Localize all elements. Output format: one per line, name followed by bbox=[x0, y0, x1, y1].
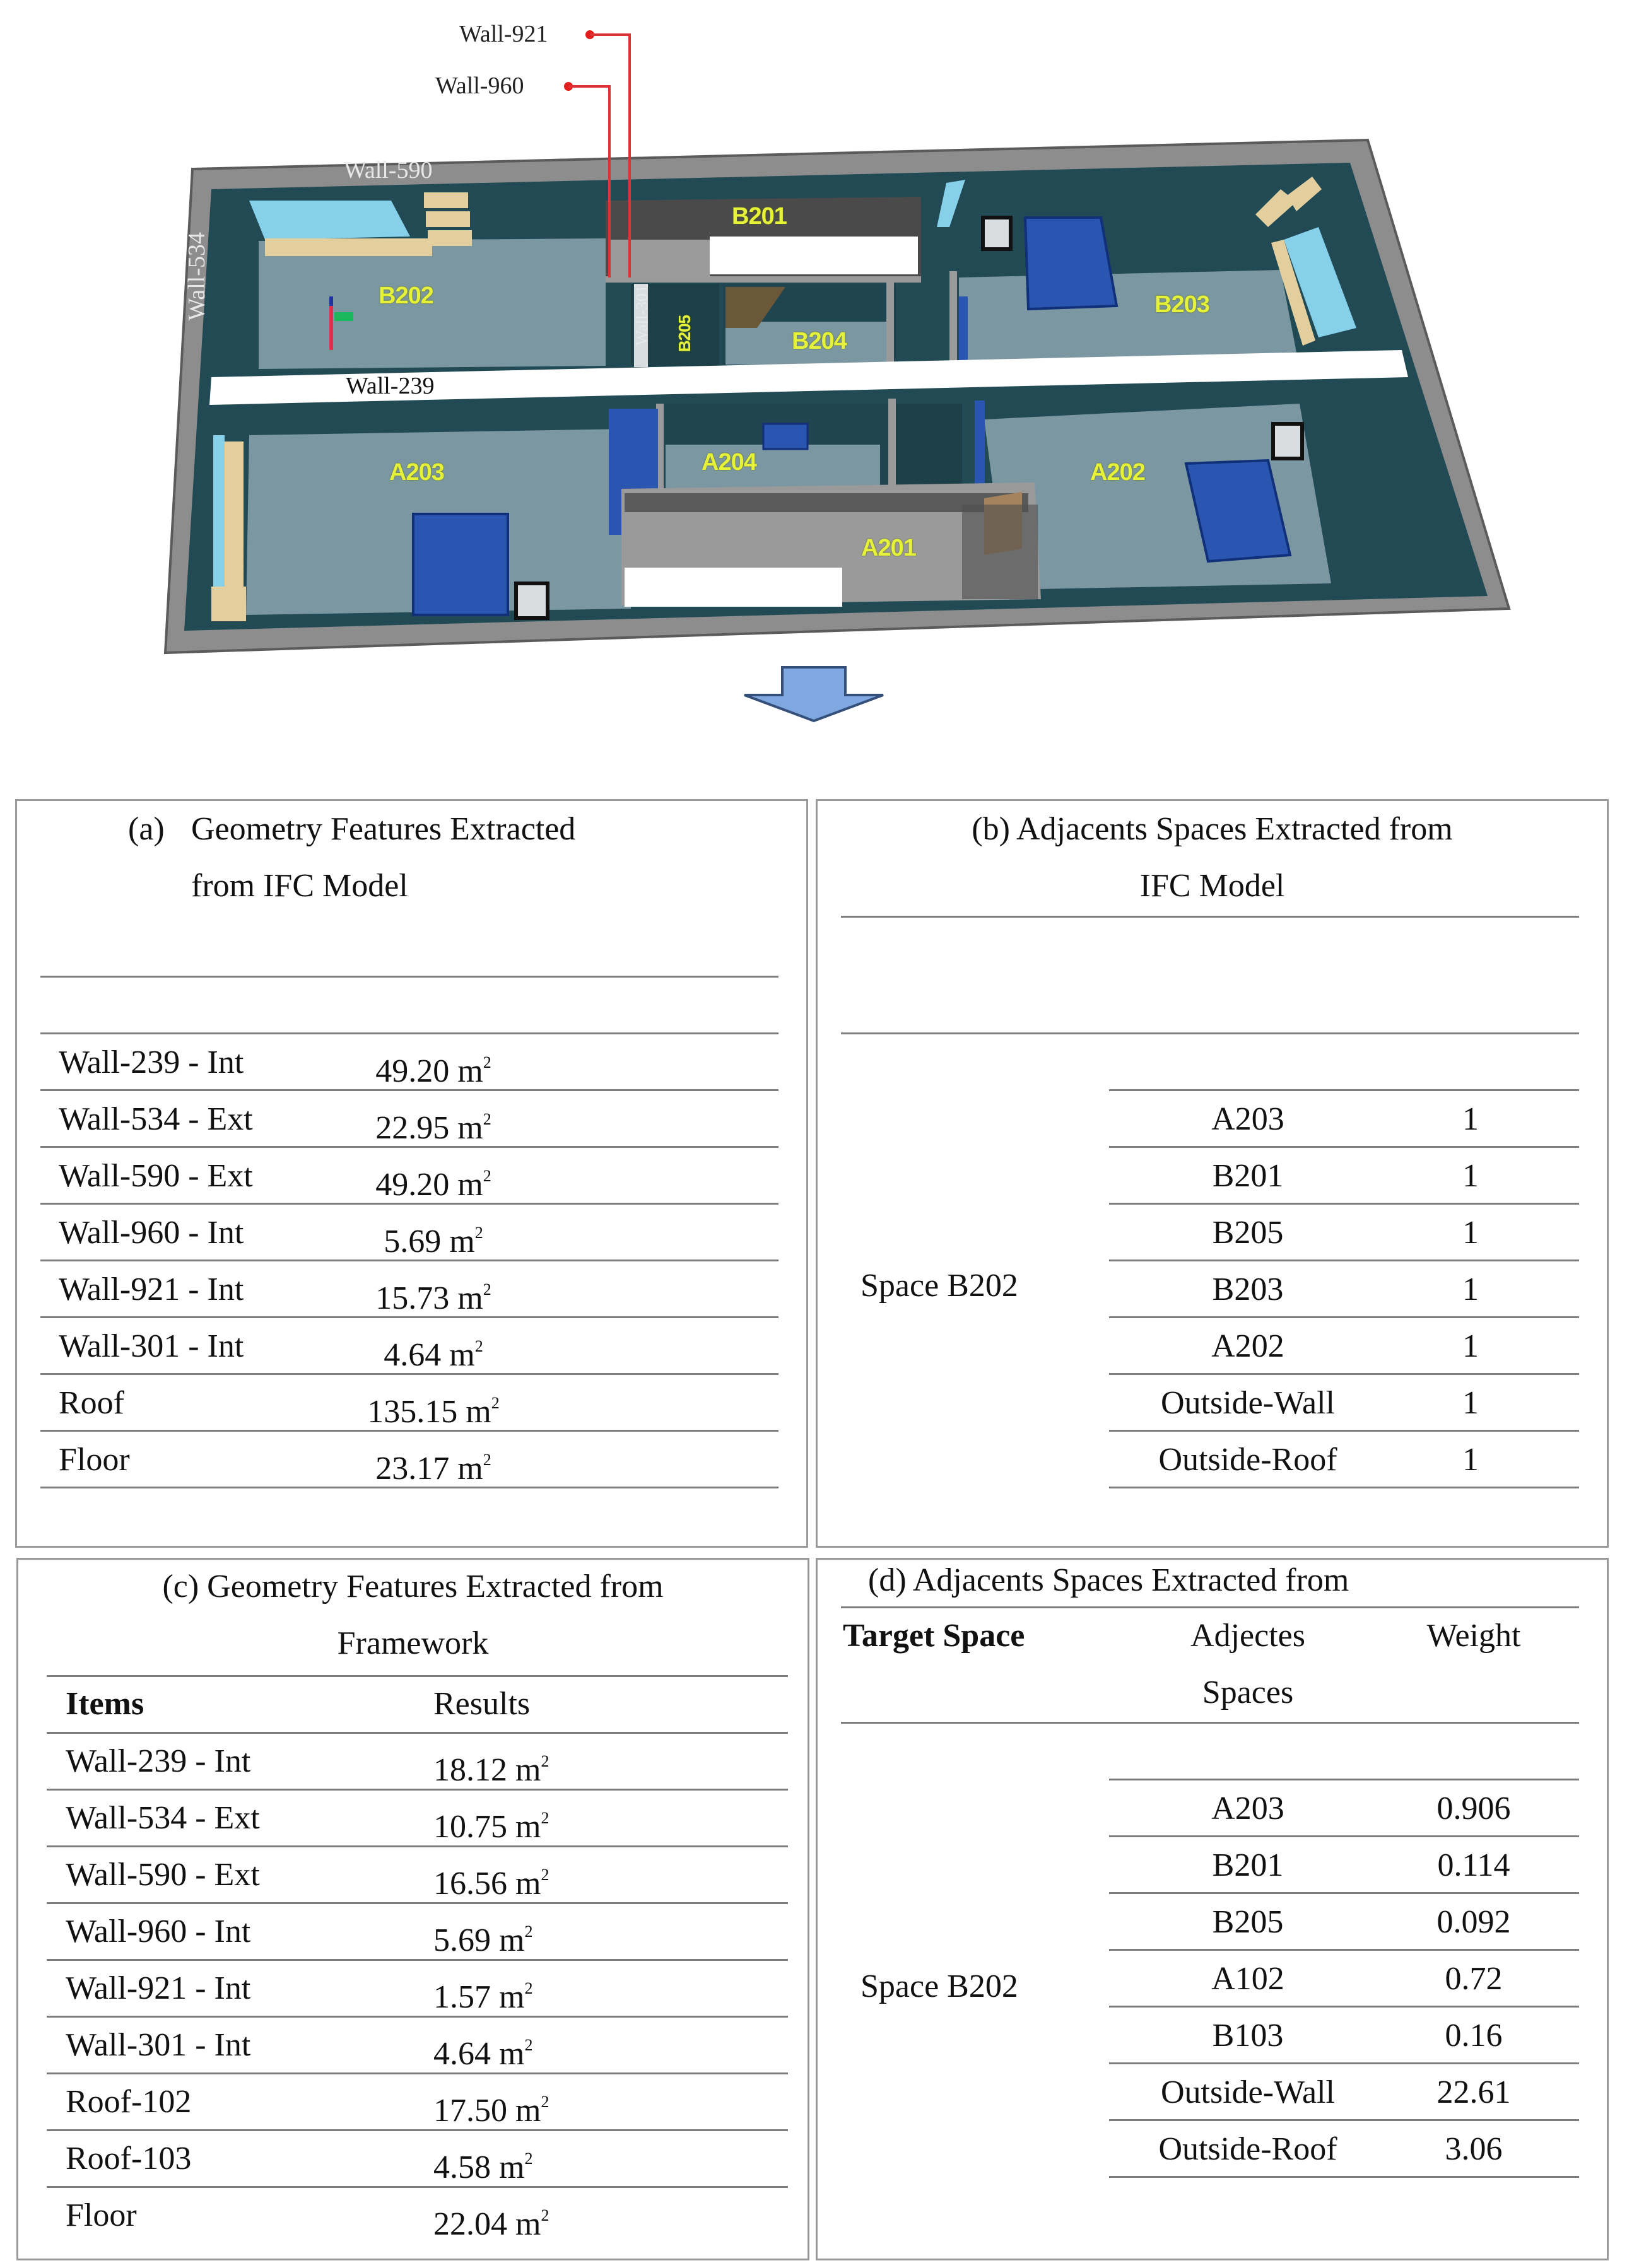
room-label-b203: B203 bbox=[1154, 291, 1209, 318]
weight-cell: 3.06 bbox=[1445, 2131, 1503, 2167]
wall-label-301: Wall-301 bbox=[633, 285, 651, 346]
panel-a-title-prefix: (a) bbox=[128, 811, 165, 847]
weight-cell: 0.114 bbox=[1437, 1847, 1510, 1883]
adjacent-space-cell: A203 bbox=[1211, 1791, 1284, 1827]
down-arrow-icon bbox=[744, 667, 883, 721]
target-space-label: Space B202 bbox=[860, 1968, 1018, 2004]
room-label-a204: A204 bbox=[702, 449, 756, 476]
item-cell: Wall-590 - Ext bbox=[59, 1158, 253, 1194]
value-cell: 18.12 $m^2$ bbox=[433, 1752, 549, 1788]
item-cell: Wall-960 - Int bbox=[66, 1914, 251, 1949]
floor-plan-render bbox=[0, 0, 1627, 732]
divider bbox=[47, 1675, 788, 1677]
adjacent-space-cell: B201 bbox=[1212, 1158, 1284, 1194]
item-cell: Roof bbox=[59, 1385, 124, 1421]
value-cell: 22.04 $m^2$ bbox=[433, 2206, 549, 2242]
room-label-b205: B205 bbox=[675, 315, 694, 353]
panel-b-title-line1: (b) Adjacents Spaces Extracted from bbox=[972, 811, 1453, 847]
room-label-b202: B202 bbox=[379, 283, 433, 309]
panel-c-title-line2: Framework bbox=[337, 1625, 489, 1661]
adjacent-space-cell: B201 bbox=[1212, 1847, 1284, 1883]
value-cell: 5.69 $m^2$ bbox=[384, 1224, 483, 1260]
header-results: Results bbox=[433, 1686, 531, 1722]
value-cell: 10.75 $m^2$ bbox=[433, 1809, 549, 1845]
weight-cell: 1 bbox=[1462, 1158, 1479, 1194]
adjacent-space-cell: Outside-Roof bbox=[1158, 1442, 1337, 1478]
panel-d-title-line1: (d) Adjacents Spaces Extracted from bbox=[868, 1562, 1349, 1598]
panel-a-title-line1: Geometry Features Extracted bbox=[191, 811, 576, 847]
header-adjacent-spaces-line2: Spaces bbox=[1202, 1675, 1294, 1710]
adjacent-space-cell: B205 bbox=[1212, 1215, 1284, 1251]
value-cell: 17.50 $m^2$ bbox=[433, 2093, 549, 2129]
adjacent-space-cell: Outside-Roof bbox=[1158, 2131, 1337, 2167]
divider bbox=[841, 1032, 1579, 1034]
panel-d-framework-adjacency bbox=[816, 1558, 1609, 2260]
value-cell: 5.69 $m^2$ bbox=[433, 1922, 533, 1958]
value-cell: 49.20 $m^2$ bbox=[375, 1053, 491, 1089]
wall-label-590: Wall-590 bbox=[344, 157, 433, 184]
item-cell: Wall-534 - Ext bbox=[59, 1101, 253, 1137]
adjacent-space-cell: A202 bbox=[1211, 1328, 1284, 1364]
item-cell: Wall-590 - Ext bbox=[66, 1857, 260, 1893]
adjacent-space-cell: A203 bbox=[1211, 1101, 1284, 1137]
weight-cell: 1 bbox=[1462, 1271, 1479, 1307]
header-weight: Weight bbox=[1426, 1618, 1521, 1654]
value-cell: 4.64 $m^2$ bbox=[384, 1337, 483, 1373]
item-cell: Floor bbox=[66, 2197, 137, 2233]
item-cell: Wall-921 - Int bbox=[66, 1970, 251, 2006]
divider bbox=[40, 1487, 778, 1488]
header-target-space: Target Space bbox=[843, 1618, 1025, 1654]
item-cell: Roof-103 bbox=[66, 2141, 192, 2177]
panel-b-ifc-adjacency bbox=[816, 799, 1609, 1548]
room-label-a202: A202 bbox=[1090, 459, 1145, 486]
value-cell: 22.95 $m^2$ bbox=[375, 1110, 491, 1146]
item-cell: Wall-921 - Int bbox=[59, 1271, 244, 1307]
weight-cell: 1 bbox=[1462, 1442, 1479, 1478]
weight-cell: 1 bbox=[1462, 1385, 1479, 1421]
item-cell: Wall-960 - Int bbox=[59, 1215, 244, 1251]
weight-cell: 0.16 bbox=[1445, 2018, 1503, 2054]
item-cell: Wall-239 - Int bbox=[66, 1743, 251, 1779]
item-cell: Floor bbox=[59, 1442, 130, 1478]
divider bbox=[841, 916, 1579, 918]
item-cell: Wall-534 - Ext bbox=[66, 1800, 260, 1836]
room-label-b201: B201 bbox=[732, 203, 787, 230]
wall-label-239: Wall-239 bbox=[346, 373, 435, 399]
divider bbox=[40, 976, 778, 978]
panel-a-title-line2: from IFC Model bbox=[191, 868, 408, 904]
callout-wall-960: Wall-960 bbox=[435, 73, 524, 99]
adjacent-space-cell: Outside-Wall bbox=[1161, 1385, 1335, 1421]
ifc-building-model-view bbox=[0, 0, 1627, 732]
weight-cell: 0.906 bbox=[1436, 1791, 1511, 1827]
callout-wall-921: Wall-921 bbox=[459, 21, 548, 47]
item-cell: Roof-102 bbox=[66, 2084, 192, 2120]
weight-cell: 1 bbox=[1462, 1215, 1479, 1251]
divider bbox=[47, 2186, 788, 2188]
weight-cell: 22.61 bbox=[1436, 2074, 1511, 2110]
value-cell: 1.57 $m^2$ bbox=[433, 1979, 533, 2015]
wall-label-534: Wall-534 bbox=[184, 232, 210, 321]
adjacent-space-cell: B205 bbox=[1212, 1904, 1284, 1940]
panel-a-ifc-geometry bbox=[15, 799, 808, 1548]
item-cell: Wall-301 - Int bbox=[59, 1328, 244, 1364]
value-cell: 16.56 $m^2$ bbox=[433, 1866, 549, 1902]
divider bbox=[841, 1722, 1579, 1724]
value-cell: 4.64 $m^2$ bbox=[433, 2036, 533, 2072]
target-space-label: Space B202 bbox=[860, 1268, 1018, 1304]
room-label-b204: B204 bbox=[792, 328, 847, 354]
weight-cell: 1 bbox=[1462, 1328, 1479, 1364]
value-cell: 49.20 $m^2$ bbox=[375, 1167, 491, 1203]
adjacent-space-cell: A102 bbox=[1211, 1961, 1284, 1997]
divider bbox=[1109, 1487, 1579, 1488]
room-label-a203: A203 bbox=[389, 459, 444, 486]
value-cell: 15.73 $m^2$ bbox=[375, 1280, 491, 1316]
panel-b-title-line2: IFC Model bbox=[1139, 868, 1285, 904]
header-adjacent-spaces-line1: Adjectes bbox=[1190, 1618, 1305, 1654]
header-items: Items bbox=[66, 1686, 144, 1722]
panel-c-framework-geometry bbox=[16, 1558, 809, 2260]
weight-cell: 0.092 bbox=[1436, 1904, 1511, 1940]
adjacent-space-cell: B103 bbox=[1212, 2018, 1284, 2054]
divider bbox=[1109, 2176, 1579, 2178]
adjacent-space-cell: Outside-Wall bbox=[1161, 2074, 1335, 2110]
value-cell: 135.15 $m^2$ bbox=[367, 1394, 500, 1430]
value-cell: 4.58 $m^2$ bbox=[433, 2149, 533, 2185]
value-cell: 23.17 $m^2$ bbox=[375, 1451, 491, 1487]
weight-cell: 1 bbox=[1462, 1101, 1479, 1137]
item-cell: Wall-239 - Int bbox=[59, 1044, 244, 1080]
room-label-a201: A201 bbox=[861, 535, 916, 561]
weight-cell: 0.72 bbox=[1445, 1961, 1503, 1997]
panel-c-title-line1: (c) Geometry Features Extracted from bbox=[162, 1569, 664, 1605]
adjacent-space-cell: B203 bbox=[1212, 1271, 1284, 1307]
item-cell: Wall-301 - Int bbox=[66, 2027, 251, 2063]
